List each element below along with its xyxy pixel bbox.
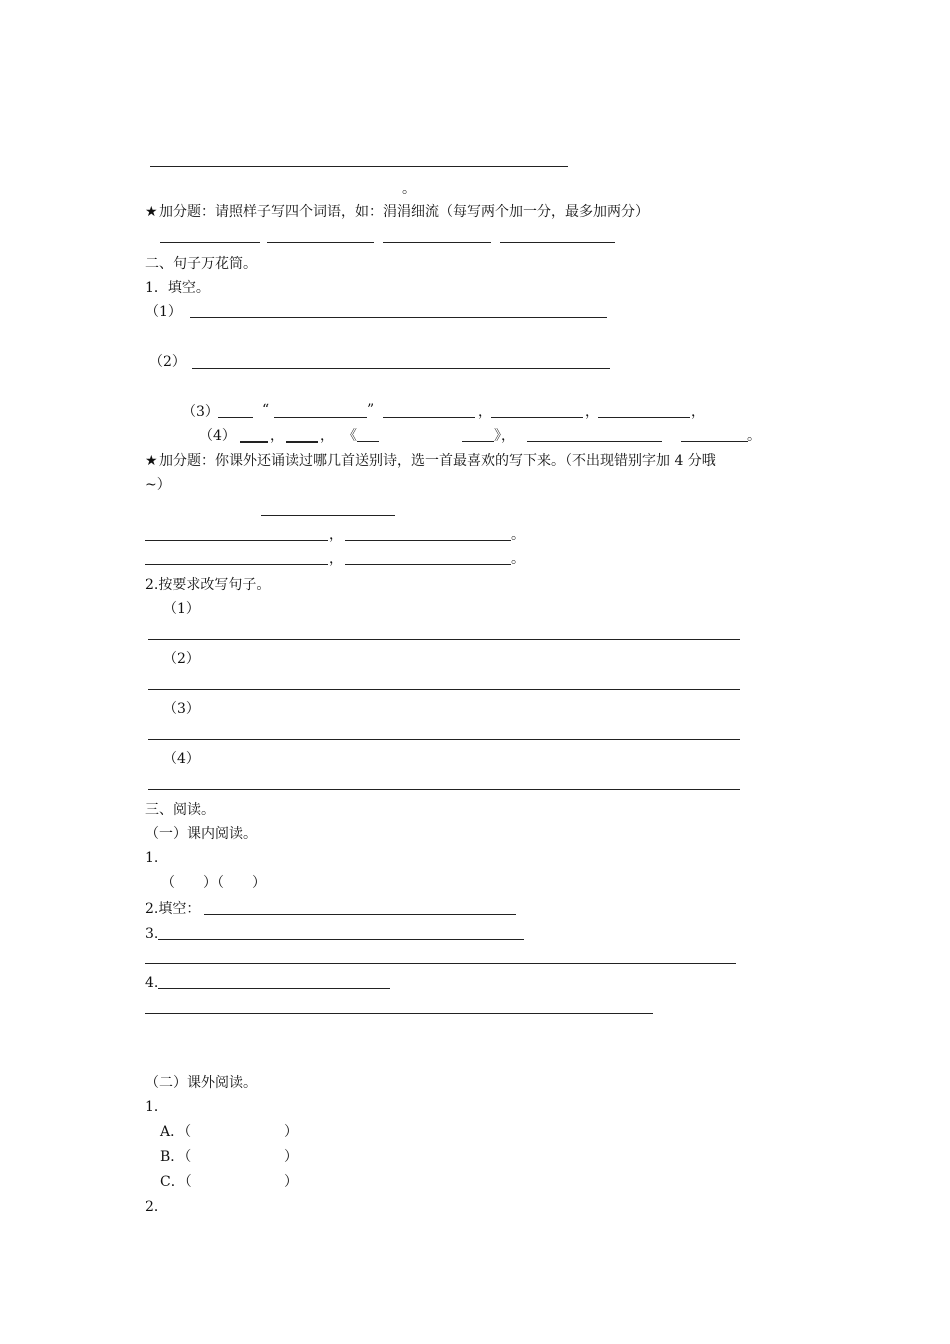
poem-line-1a[interactable] [145, 540, 328, 541]
poem-title-blank[interactable] [261, 515, 395, 516]
comma: ， [691, 404, 705, 420]
bonus-star: ★ [145, 453, 158, 469]
option-c-close[interactable]: ） [284, 1174, 298, 1190]
comma: ， [320, 428, 334, 444]
reading-q3-blank-2[interactable] [145, 963, 736, 964]
period-mark: 。 [402, 181, 416, 197]
word-blank-3[interactable] [383, 242, 491, 243]
item-4-blank-a[interactable] [240, 441, 268, 443]
comma: ， [329, 527, 343, 543]
rewrite-item-4-blank[interactable] [148, 789, 740, 790]
word-blank-1[interactable] [160, 242, 260, 243]
rewrite-item-1-blank[interactable] [148, 639, 740, 640]
item-3-blank-c[interactable] [383, 417, 475, 418]
bonus-star: ★ [145, 204, 158, 220]
part-2-title: （二）课外阅读。 [145, 1075, 257, 1091]
reading-q4-blank[interactable] [158, 988, 390, 989]
item-4-blank-c[interactable] [357, 441, 379, 442]
reading-q4-blank-2[interactable] [145, 1013, 653, 1014]
part2-q2-label: 2． [145, 1199, 168, 1215]
item-2-label: （2） [149, 354, 186, 370]
comma: ， [329, 551, 343, 567]
poem-line-2a[interactable] [145, 564, 328, 565]
reading-q1-label: 1. [145, 850, 159, 866]
poem-line-2b[interactable] [345, 564, 511, 565]
item-3-blank-d[interactable] [491, 417, 583, 418]
comma: ， [478, 404, 492, 420]
question-2-title: 2.按要求改写句子。 [145, 577, 271, 593]
period-mark: 。 [511, 551, 525, 567]
option-c-label: C．（ [160, 1174, 192, 1190]
open-quote: “ [262, 402, 270, 418]
item-4-blank-e[interactable] [527, 441, 662, 442]
item-4-label: （4） [199, 428, 236, 444]
bonus-question-1: 加分题：请照样子写四个词语，如：涓涓细流（每写两个加一分，最多加两分） [159, 204, 649, 220]
rewrite-item-3-blank[interactable] [148, 739, 740, 740]
bonus-question-2: 加分题：你课外还诵读过哪几首送别诗，选一首最喜欢的写下来。（不出现错别字加 4 分哦 [159, 453, 716, 469]
poem-line-1b[interactable] [345, 540, 511, 541]
rewrite-item-2-blank[interactable] [148, 689, 740, 690]
rewrite-item-1-label: （1） [163, 601, 200, 617]
bonus-question-2-tail: ~） [145, 477, 171, 493]
period-mark: 。 [511, 527, 525, 543]
reading-q2-label: 2.填空： [145, 901, 201, 917]
section-3-title: 三、阅读。 [145, 802, 215, 818]
item-4-blank-b[interactable] [286, 441, 318, 443]
answer-line[interactable] [150, 166, 568, 167]
item-1-blank[interactable] [190, 317, 607, 318]
book-title-close: 》， [494, 428, 515, 444]
book-title-open: 《 [343, 428, 357, 444]
item-4-blank-d[interactable] [462, 441, 494, 442]
comma: ， [270, 428, 284, 444]
word-blank-2[interactable] [267, 242, 374, 243]
option-b-label: B．（ [160, 1149, 192, 1165]
rewrite-item-4-label: （4） [163, 751, 200, 767]
item-3-blank-a[interactable] [218, 417, 253, 418]
rewrite-item-2-label: （2） [163, 651, 200, 667]
word-blank-4[interactable] [500, 242, 615, 243]
option-a-close[interactable]: ） [284, 1124, 298, 1140]
question-1-title: 1．填空。 [145, 280, 210, 296]
part-1-title: （一）课内阅读。 [145, 826, 257, 842]
reading-q1-brackets[interactable]: （ ）（ ） [161, 875, 266, 891]
option-a-label: A．（ [160, 1124, 192, 1140]
reading-q4-label: 4. [145, 975, 159, 991]
part2-q1-label: 1． [145, 1099, 168, 1115]
rewrite-item-3-label: （3） [163, 701, 200, 717]
period-mark: 。 [747, 428, 761, 444]
item-3-label: （3） [182, 404, 219, 420]
item-3-blank-e[interactable] [598, 417, 690, 418]
reading-q3-label: 3. [145, 926, 159, 942]
close-quote: ” [367, 402, 375, 418]
item-3-blank-b[interactable] [274, 417, 367, 418]
comma: ， [585, 404, 599, 420]
option-b-close[interactable]: ） [284, 1149, 298, 1165]
section-2-title: 二、句子万花筒。 [145, 256, 257, 272]
item-1-label: （1） [145, 304, 182, 320]
reading-q2-blank[interactable] [204, 914, 516, 915]
reading-q3-blank[interactable] [158, 939, 524, 940]
item-4-blank-f[interactable] [681, 441, 748, 442]
item-2-blank[interactable] [192, 368, 610, 369]
